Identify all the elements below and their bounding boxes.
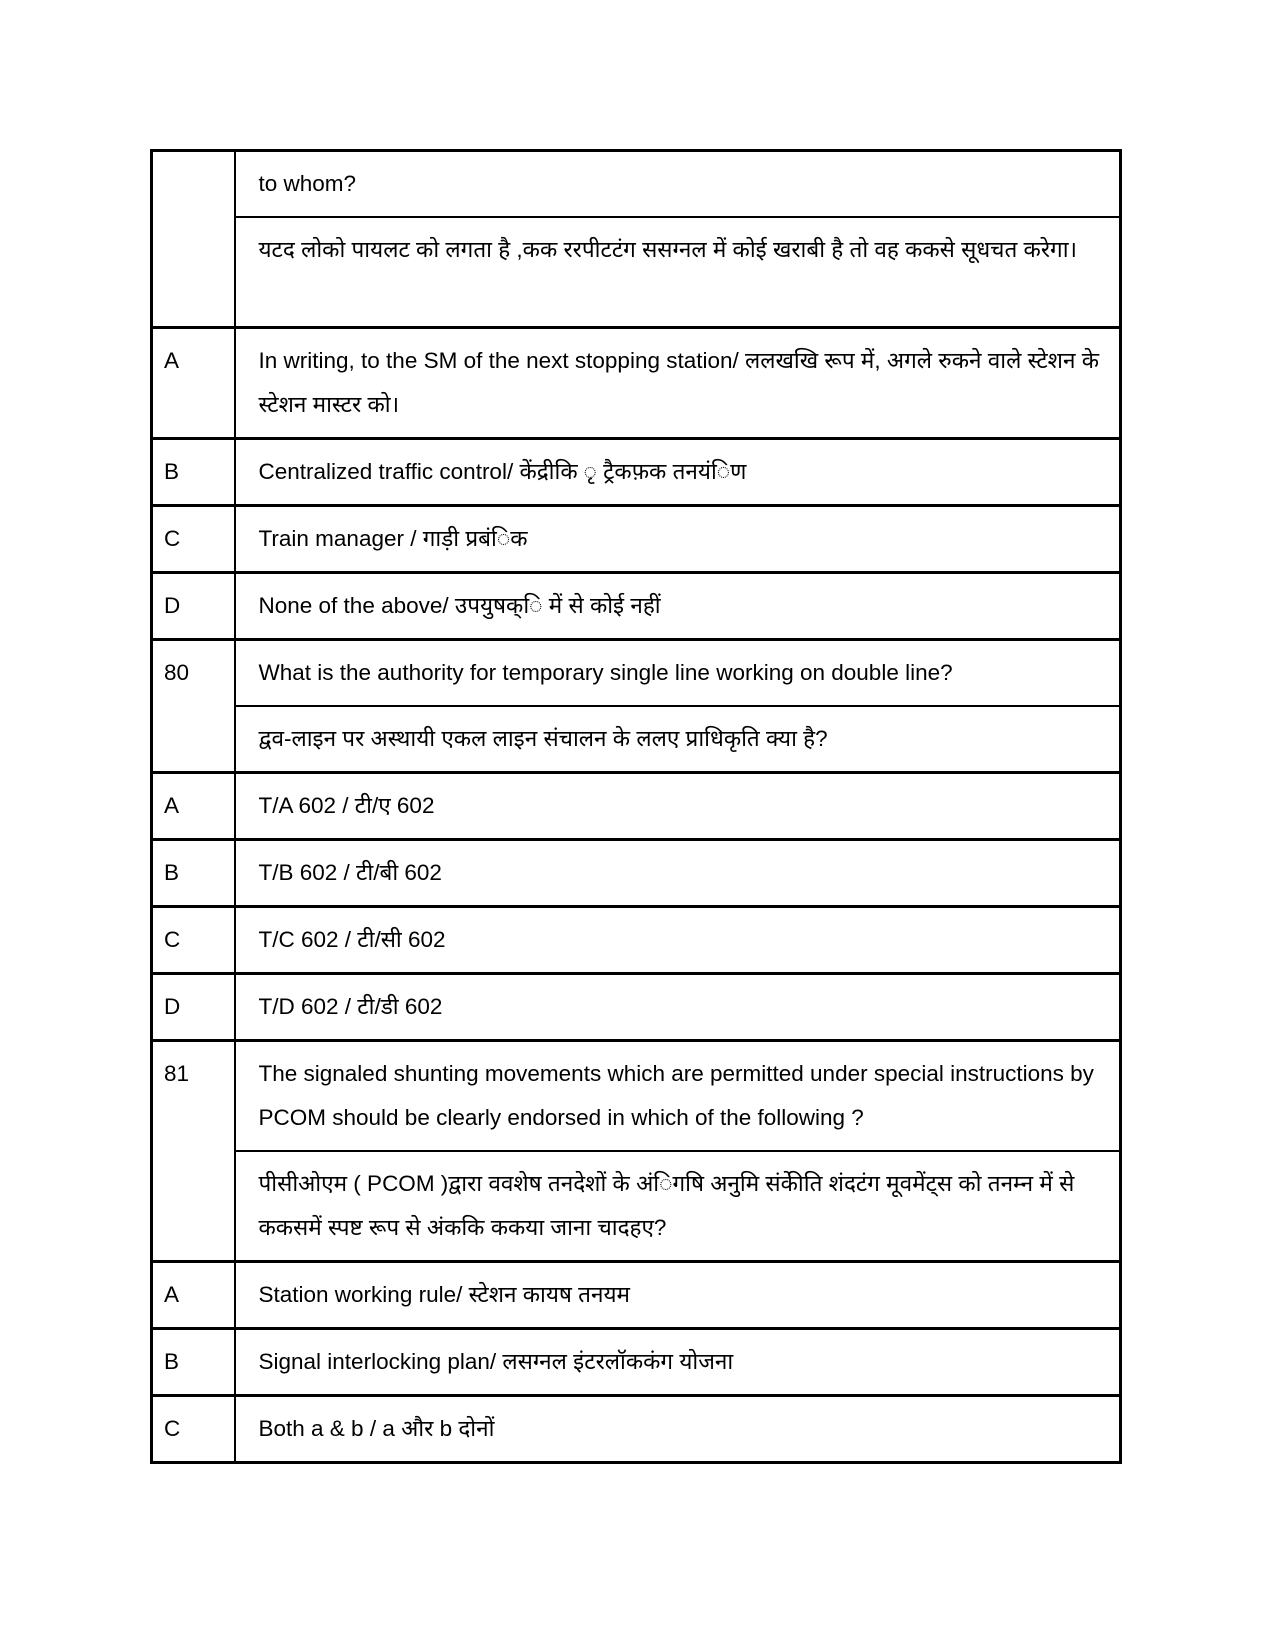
option-text: Both a & b / a और b दोनों xyxy=(235,1396,1121,1463)
table-row xyxy=(152,840,1121,907)
option-label: C xyxy=(152,907,235,974)
option-text: T/B 602 / टी/बी 602 xyxy=(235,840,1121,907)
question-table xyxy=(150,149,1122,1464)
option-text: T/D 602 / टी/डी 602 xyxy=(235,974,1121,1041)
option-text: Centralized traffic control/ केंद्रीकि ृ ट्रैकफ़क तनयंिण xyxy=(235,439,1121,506)
option-text: Train manager / गाड़ी प्रबंिक xyxy=(235,506,1121,573)
table-row xyxy=(152,1262,1121,1329)
question-text-english: The signaled shunting movements which are permitted under special instructions by PCOM should be clearly endorsed in which of the following ? xyxy=(235,1041,1121,1152)
question-number-cell xyxy=(152,151,235,328)
table-row xyxy=(152,773,1121,840)
table-row xyxy=(152,974,1121,1041)
option-text: In writing, to the SM of the next stopping station/ ललखखि रूप में, अगले रुकने वाले स्टेशन के स्टेशन मास्टर को। xyxy=(235,328,1121,439)
option-label: A xyxy=(152,1262,235,1329)
option-label: C xyxy=(152,506,235,573)
option-text: T/A 602 / टी/ए 602 xyxy=(235,773,1121,840)
option-text: Station working rule/ स्टेशन कायष तनयम xyxy=(235,1262,1121,1329)
table-row xyxy=(152,1151,1121,1262)
table-row xyxy=(152,907,1121,974)
option-label: B xyxy=(152,840,235,907)
table-row xyxy=(152,439,1121,506)
question-text-hindi: यटद लोको पायलट को लगता है ,कक ररपीटटंग ससग्नल में कोई खराबी है तो वह ककसे सूधचत करेगा। xyxy=(235,217,1121,328)
table-row xyxy=(152,217,1121,328)
table-row xyxy=(152,640,1121,707)
question-number-cell: 81 xyxy=(152,1041,235,1262)
table-row xyxy=(152,328,1121,439)
question-number-cell: 80 xyxy=(152,640,235,773)
table-row xyxy=(152,573,1121,640)
option-label: D xyxy=(152,573,235,640)
table-row xyxy=(152,151,1121,218)
table-row xyxy=(152,506,1121,573)
option-label: B xyxy=(152,1329,235,1396)
option-label: B xyxy=(152,439,235,506)
table-row xyxy=(152,706,1121,773)
option-label: D xyxy=(152,974,235,1041)
option-text: None of the above/ उपयुषक्ि में से कोई नहीं xyxy=(235,573,1121,640)
question-text-hindi: द्वव-लाइन पर अस्थायी एकल लाइन संचालन के ललए प्राधिकृति क्या है? xyxy=(235,706,1121,773)
question-text-hindi: पीसीओएम ( PCOM )द्वारा ववशेष तनदेशों के अंिगषि अनुमि संकेीति शंदटंग मूवमेंट्स को तनम्न में से ककसमें स्पष्ट रूप से अंककि ककया जाना चादहए? xyxy=(235,1151,1121,1262)
question-text-english: What is the authority for temporary single line working on double line? xyxy=(235,640,1121,707)
option-label: A xyxy=(152,773,235,840)
question-text-english: to whom? xyxy=(235,151,1121,218)
table-row xyxy=(152,1041,1121,1152)
option-text: T/C 602 / टी/सी 602 xyxy=(235,907,1121,974)
table-row xyxy=(152,1396,1121,1463)
option-label: C xyxy=(152,1396,235,1463)
option-label: A xyxy=(152,328,235,439)
table-row xyxy=(152,1329,1121,1396)
option-text: Signal interlocking plan/ लसग्नल इंटरलॉककंग योजना xyxy=(235,1329,1121,1396)
